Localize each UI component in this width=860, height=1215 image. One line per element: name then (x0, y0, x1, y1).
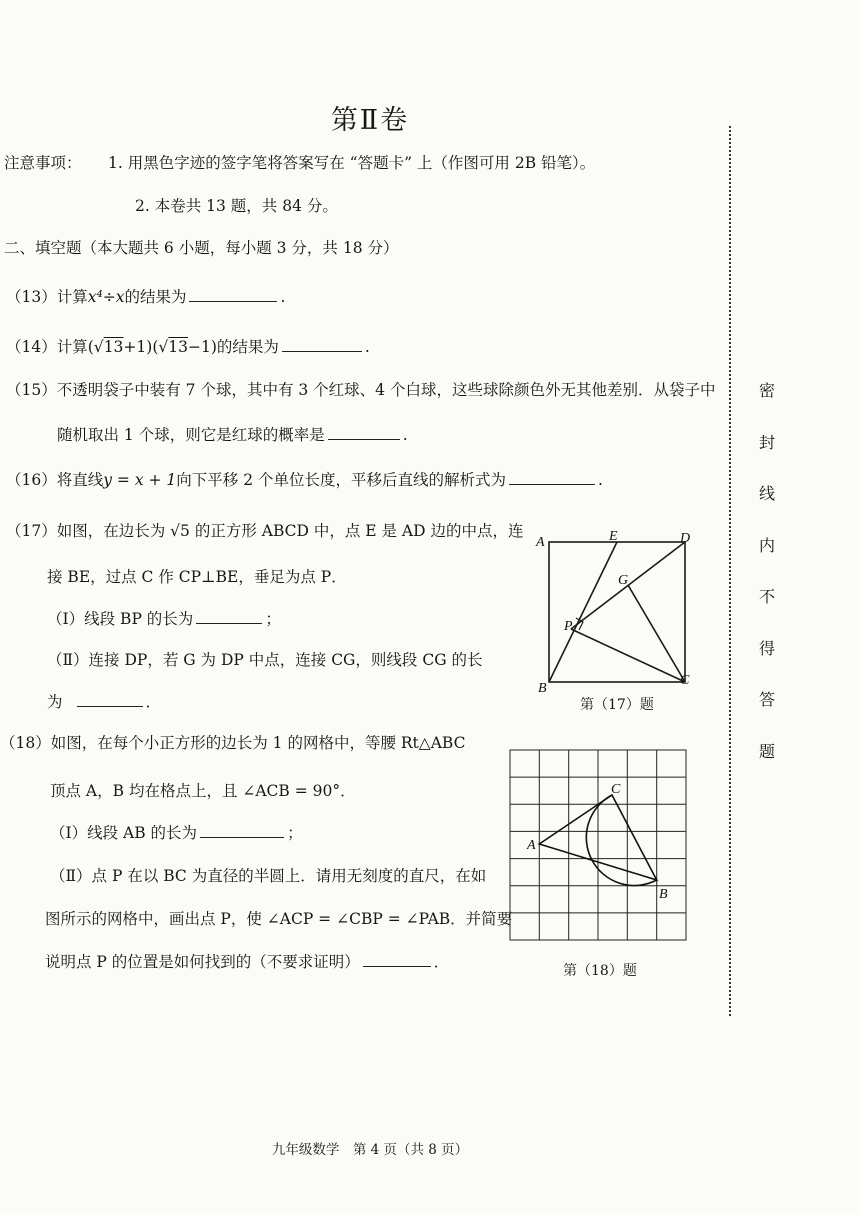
seal-char: 线 (758, 484, 775, 503)
q13-number: （13） (6, 288, 57, 306)
question-15-line-2: 随机取出 1 个球，则它是红球的概率是 . (57, 426, 408, 444)
semicircle-bc (586, 795, 656, 886)
q14-number: （14） (6, 338, 57, 356)
grid (510, 750, 686, 940)
question-16: （16）将直线y = x + 1向下平移 2 个单位长度，平移后直线的解析式为 . (6, 471, 603, 489)
q17-label-c: C (680, 673, 690, 688)
q17-label-p: P (564, 619, 573, 634)
q17-label-g: G (618, 573, 629, 588)
q18-caption: 第（18）题 (563, 963, 637, 979)
seal-char: 内 (758, 535, 775, 555)
q18-line-1: 如图，在每个小正方形的边长为 1 的网格中，等腰 Rt△ABC (50, 734, 466, 752)
q15-line-2-text: 随机取出 1 个球，则它是红球的概率是 (57, 426, 325, 444)
q17-label-a: A (536, 535, 545, 550)
q17-caption: 第（17）题 (580, 697, 654, 713)
q13-text-b: 的结果为 (124, 288, 187, 306)
q17-part-2-blank[interactable] (77, 692, 143, 707)
q17-line-2: 接 BE，过点 C 作 CP⊥BE，垂足为点 P． (47, 568, 347, 586)
question-14: （14）计算(√13+1)(√13−1)的结果为 . (6, 338, 370, 356)
q18-figure (505, 745, 695, 945)
q15-number: （15） (6, 381, 57, 399)
q17-part-1-blank[interactable] (196, 609, 262, 624)
q14-expr-b: +1)(√ (123, 338, 169, 356)
sealing-notice (752, 378, 782, 790)
q16-text-a: 将直线 (56, 471, 104, 489)
seal-char: 密 (758, 381, 775, 400)
q17-part-1-end: ； (265, 610, 281, 628)
q17-number: （17） (6, 522, 57, 540)
q15-line-1: 不透明袋子中装有 7 个球，其中有 3 个红球、4 个白球，这些球除颜色外无其他差别．从袋子中 (56, 381, 716, 399)
q16-answer-blank[interactable] (509, 470, 595, 485)
q18-part-1-end: ； (287, 824, 303, 842)
q17-figure (528, 526, 708, 696)
q14-text-a: 计算 (56, 338, 88, 356)
q17-line-1: 如图，在边长为 √5 的正方形 ABCD 中，点 E 是 AD 边的中点，连 (56, 522, 524, 540)
q16-text-b: 向下平移 2 个单位长度，平移后直线的解析式为 (176, 471, 507, 489)
q18-line-5: 图所示的网格中，画出点 P，使 ∠ACP = ∠CBP = ∠PAB．并简要 (45, 910, 513, 928)
q18-label-b: B (659, 887, 668, 902)
segment-be (549, 542, 617, 682)
q13-text-a: 计算 (56, 288, 88, 306)
q14-expr-a: (√ (87, 338, 104, 356)
q16-expression: y = x + 1 (103, 471, 177, 489)
page-title: 第Ⅱ卷 (330, 105, 410, 136)
question-13: （13）计算x⁴÷x的结果为 . (6, 288, 286, 306)
q14-radicand-2: 13 (168, 338, 188, 356)
q18-part-2: （Ⅱ）点 P 在以 BC 为直径的半圆上．请用无刻度的直尺，在如 (50, 867, 487, 885)
question-15 (6, 378, 715, 400)
q18-line-6 (45, 950, 449, 972)
q15-answer-blank[interactable] (328, 425, 400, 440)
q14-expr-c: −1) (187, 338, 217, 356)
segment-cg (628, 585, 685, 682)
notice-label: 注意事项： (4, 154, 82, 172)
q18-number: （18） (0, 734, 51, 752)
q17-label-e: E (609, 529, 618, 544)
q17-label-b: B (538, 681, 547, 696)
page-footer: 九年级数学 第 4 页（共 8 页） (271, 1142, 469, 1158)
q17-part-1 (47, 607, 281, 629)
q14-answer-blank[interactable] (282, 337, 362, 352)
q18-line-6-text: 说明点 P 的位置是如何找到的（不要求证明） (45, 953, 360, 971)
q17-part-1-text: （Ⅰ）线段 BP 的长为 (47, 610, 194, 628)
seal-char: 得 (758, 638, 775, 658)
sealing-dotted-line (729, 126, 731, 1016)
q17-part-2: （Ⅱ）连接 DP，若 G 为 DP 中点，连接 CG，则线段 CG 的长 (47, 651, 483, 669)
q18-line-2: 顶点 A，B 均在格点上，且 ∠ACB = 90°． (50, 782, 356, 800)
q14-radicand: 13 (103, 338, 124, 356)
seal-char: 答 (758, 690, 775, 709)
q18-part-1-text: （Ⅰ）线段 AB 的长为 (50, 824, 198, 842)
q17-part-2-end: ． (145, 693, 162, 711)
segment-cp (571, 629, 685, 682)
q18-label-c: C (611, 782, 621, 797)
question-18 (0, 731, 465, 753)
q13-expression: x⁴÷x (87, 288, 125, 306)
q18-part-1 (50, 821, 303, 843)
seal-char: 不 (758, 587, 775, 606)
question-17 (6, 519, 523, 541)
seal-char: 题 (758, 741, 775, 761)
q17-label-d: D (680, 531, 691, 546)
q14-text-b: 的结果为 (216, 338, 279, 356)
q13-answer-blank[interactable] (189, 287, 277, 302)
q18-label-a: A (527, 838, 536, 853)
notice-item-2: 2. 本卷共 13 题，共 84 分。 (135, 197, 338, 215)
section-heading: 二、填空题（本大题共 6 小题，每小题 3 分，共 18 分） (4, 239, 399, 257)
square-abcd (549, 542, 685, 682)
seal-char: 封 (758, 432, 775, 452)
notice-item-1: 1. 用黑色字迹的签字笔将答案写在 “答题卡” 上（作图可用 2B 铅笔）。 (108, 154, 596, 172)
q16-number: （16） (6, 471, 57, 489)
q17-part-2-line-2 (47, 690, 161, 712)
q18-part-1-blank[interactable] (200, 823, 284, 838)
q18-line-6-end: ． (433, 953, 450, 971)
q18-part-2-blank[interactable] (363, 952, 431, 967)
q17-part-2-prefix: 为 (47, 693, 63, 711)
